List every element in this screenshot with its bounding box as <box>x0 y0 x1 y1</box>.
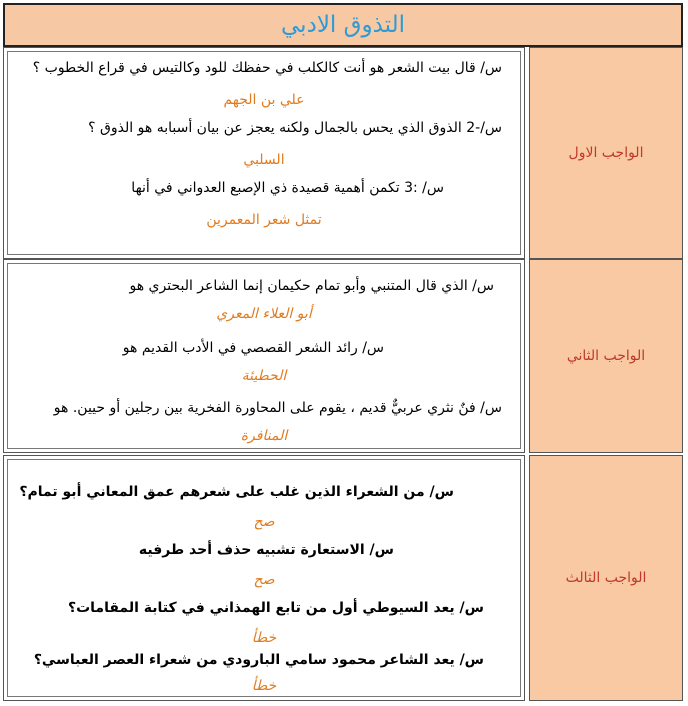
content-cell-1 <box>3 47 525 259</box>
row-label: الواجب الثالث <box>565 570 647 586</box>
answer-line: تمثل شعر المعمرين <box>206 212 322 228</box>
content-cell-3 <box>3 455 525 701</box>
question-line: س/ الذي قال المتنبي وأبو تمام حكيمان إنما الشاعر البحتري هو <box>129 278 494 294</box>
answer-line: خطأ <box>251 678 277 694</box>
homework-row-2 <box>3 259 683 453</box>
question-line: س/ من الشعراء الذين غلب على شعرهم عمق المعاني أبو تمام؟ <box>19 484 454 500</box>
answer-line: السلبي <box>243 152 285 168</box>
question-line: س/ قال بيت الشعر هو أنت كالكلب في حفظك للود وكالتيس في قراع الخطوب ؟ <box>32 60 502 76</box>
row-label: الواجب الاول <box>568 145 644 161</box>
row-label: الواجب الثاني <box>566 348 646 364</box>
question-line: س/ :3 تكمن أهمية قصيدة ذي الإصبع العدواني في أنها <box>131 180 444 196</box>
content-cell-2 <box>3 259 525 453</box>
question-line: س/-2 الذوق الذي يحس بالجمال ولكنه يعجز عن بيان أسبابه هو الذوق ؟ <box>88 120 502 136</box>
page-title: التذوق الادبي <box>281 12 405 38</box>
document-sheet <box>3 3 683 701</box>
row-label-cell-3 <box>529 455 683 701</box>
answer-line: صح <box>253 572 275 588</box>
title-bar <box>3 3 683 47</box>
question-line: س/ الاستعارة تشبيه حذف أحد طرفيه <box>138 542 394 558</box>
homework-row-3 <box>3 455 683 701</box>
row-label-cell-1 <box>529 47 683 259</box>
question-line: س/ يعد السيوطي أول من تابع الهمذاني في كتابة المقامات؟ <box>67 600 484 616</box>
answer-line: علي بن الجهم <box>223 92 305 108</box>
question-line: س/ يعد الشاعر محمود سامي البارودي من شعراء العصر العباسي؟ <box>33 652 484 668</box>
answer-line: الحطيئة <box>241 368 287 384</box>
question-line: س/ رائد الشعر القصصي في الأدب القديم هو <box>122 340 384 356</box>
answer-line: صح <box>253 514 275 530</box>
answer-line: المنافرة <box>240 428 288 444</box>
answer-line: خطأ <box>251 630 277 646</box>
homework-row-1 <box>3 47 683 259</box>
question-line: س/ فنٌ نثري عربيٌّ قديم ، يقوم على المحاورة الفخرية بين رجلين أو حيين. هو <box>53 400 502 416</box>
row-label-cell-2 <box>529 259 683 453</box>
answer-line: أبو العلاء المعري <box>216 306 312 322</box>
